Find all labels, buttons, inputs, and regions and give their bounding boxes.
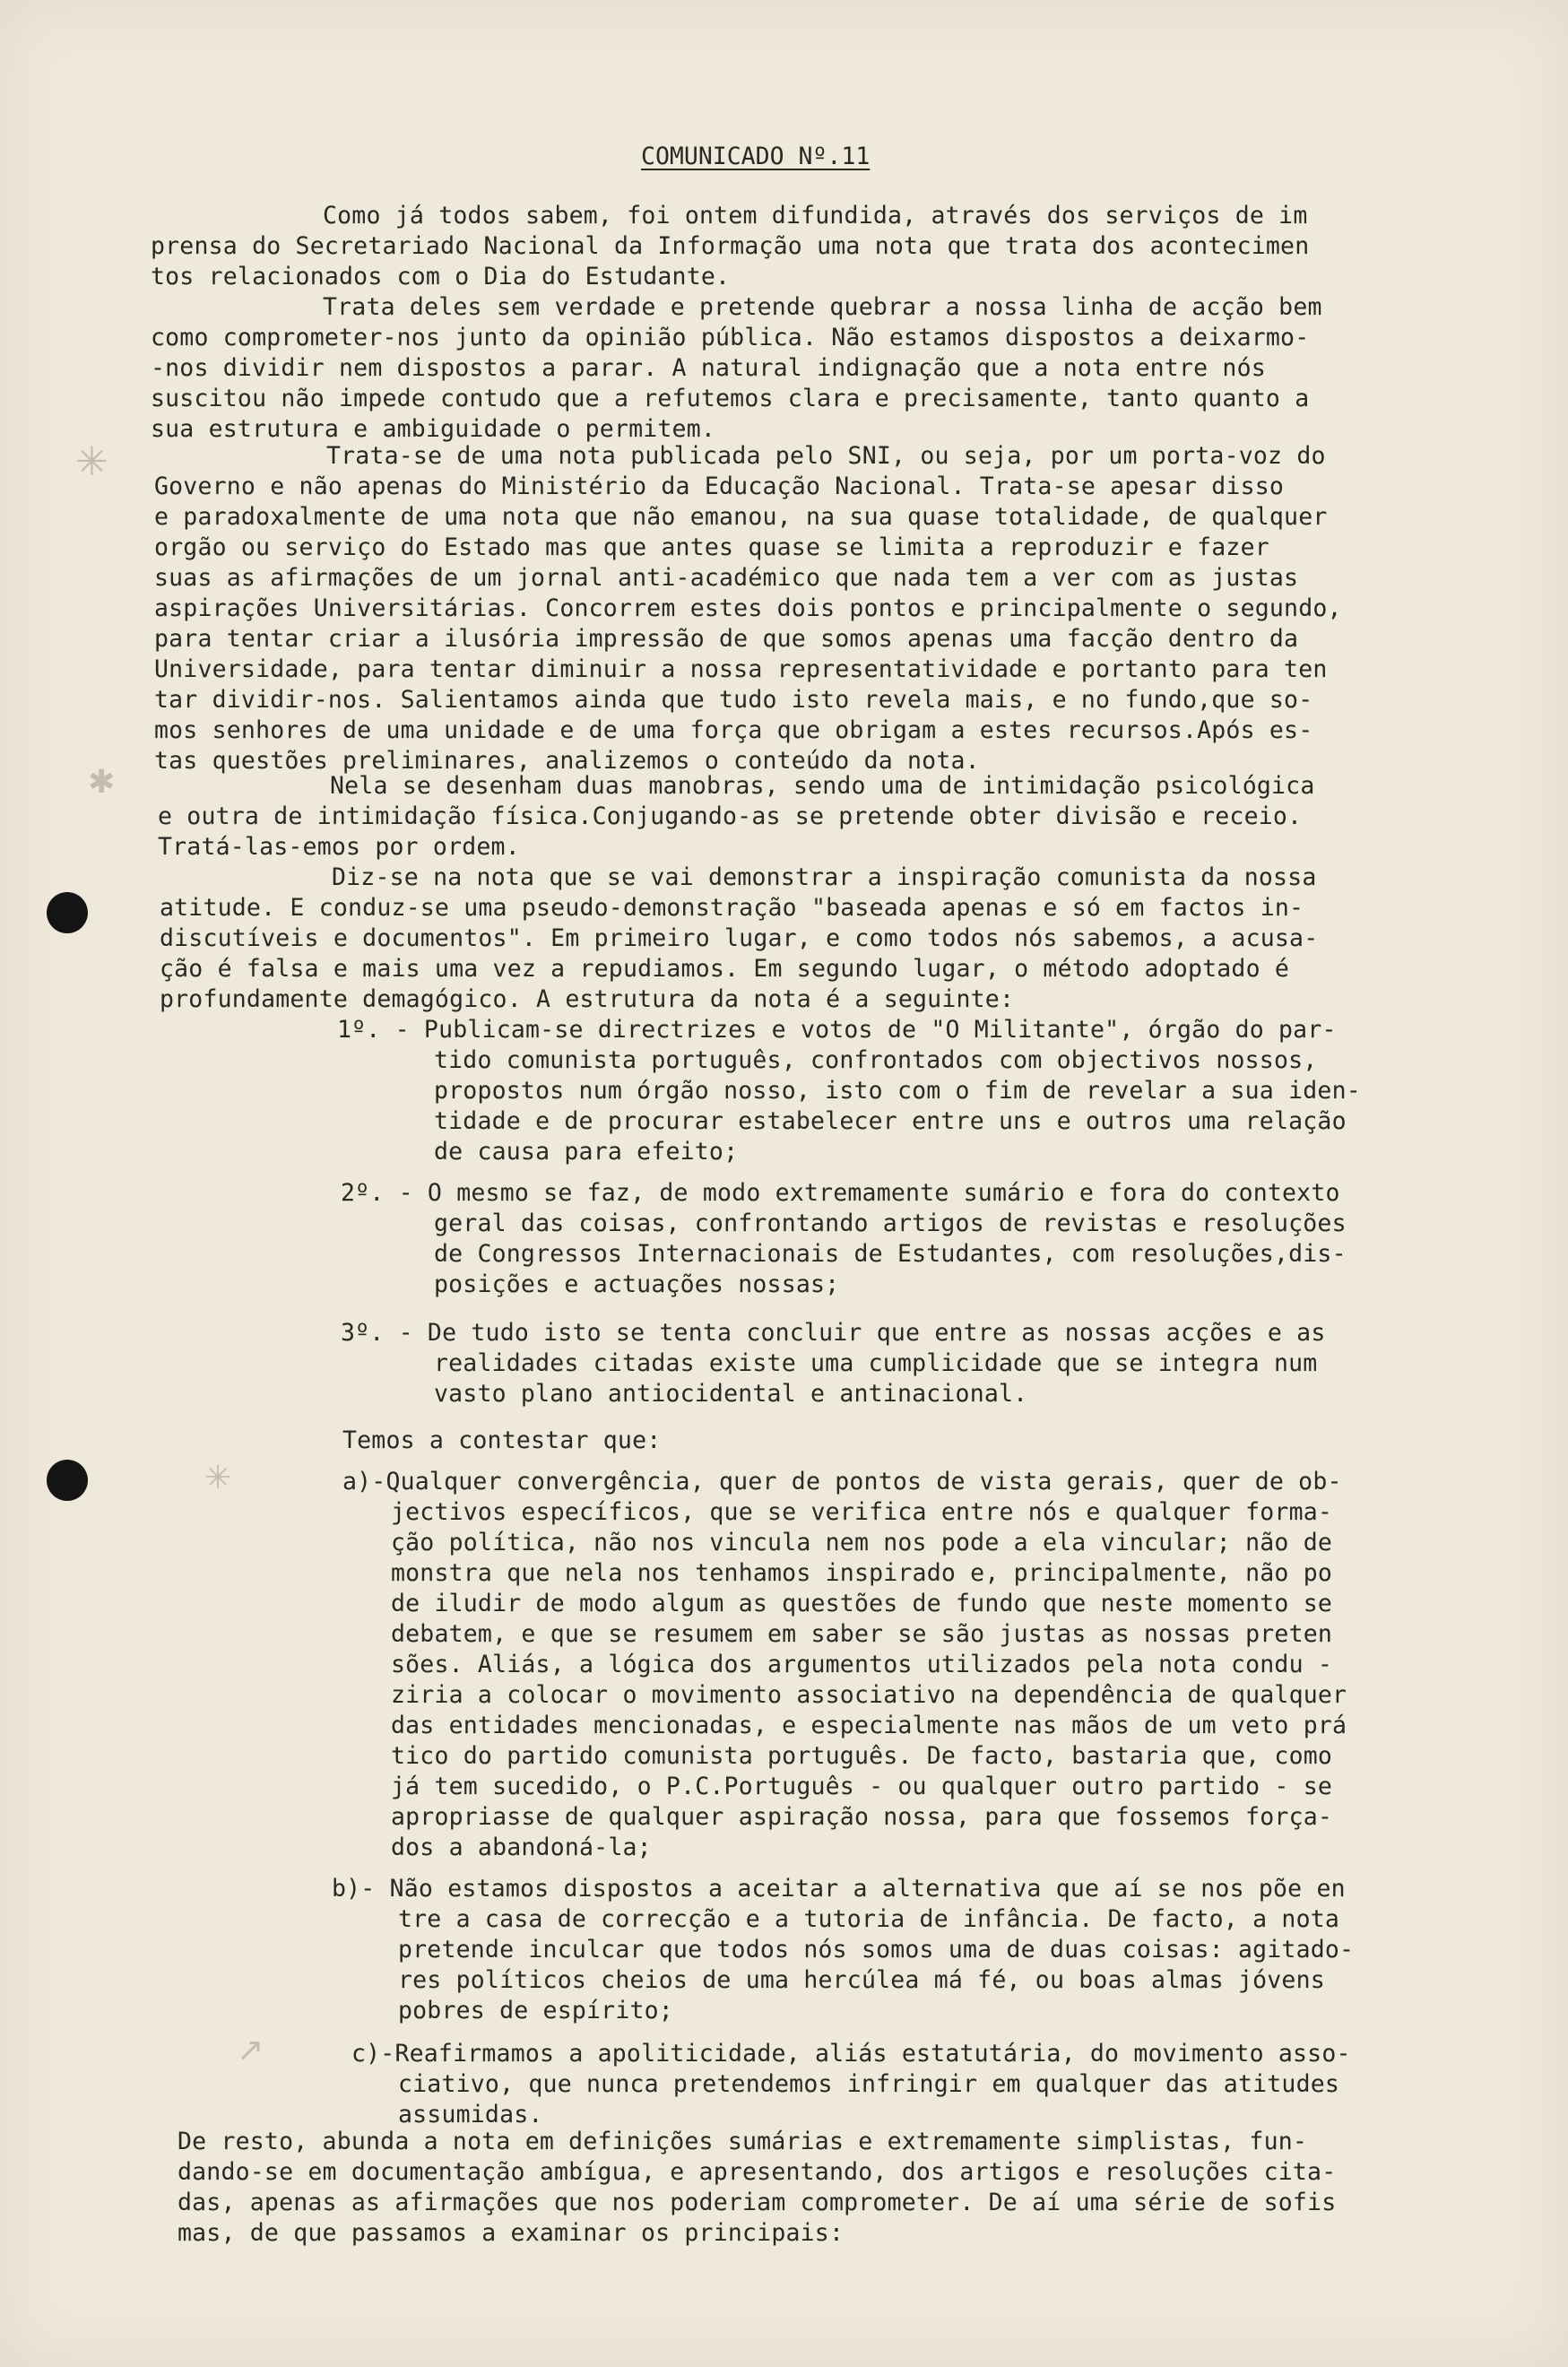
text-line: dando-se em documentação ambígua, e apresentando, dos artigos e resoluções cita- [178,2158,1337,2186]
text-line: das entidades mencionadas, e especialmente nas mãos de um veto prá [391,1712,1347,1739]
document-title: COMUNICADO Nº.11 [641,143,871,170]
text-line: Universidade, para tentar diminuir a nossa representatividade e portanto para ten [154,655,1328,683]
text-line: Diz-se na nota que se vai demonstrar a inspiração comunista da nossa [332,863,1317,891]
text-line: 3º. - De tudo isto se tenta concluir que entre as nossas acções e as [341,1319,1326,1347]
text-line: tre a casa de correcção e a tutoria de infância. De facto, a nota [398,1905,1340,1933]
text-line: para tentar criar a ilusória impressão de que somos apenas uma facção dentro da [154,625,1299,653]
text-line: 2º. - O mesmo se faz, de modo extremamente sumário e fora do contexto [341,1179,1340,1207]
text-line: pretende inculcar que todos nós somos uma de duas coisas: agitado- [398,1936,1355,1964]
text-line: dos a abandoná-la; [391,1834,652,1861]
text-line: posições e actuações nossas; [434,1270,840,1298]
text-line: mas, de que passamos a examinar os principais: [178,2219,845,2247]
arrow-icon: ↗ [237,2032,264,2068]
text-line: como comprometer-nos junto da opinião pública. Não estamos dispostos a deixarmo- [151,324,1310,351]
text-line: b)- Não estamos dispostos a aceitar a alternativa que aí se nos põe en [332,1875,1346,1903]
text-line: propostos num órgão nosso, isto com o fim de revelar a sua iden- [434,1077,1361,1105]
star-icon: ✳ [75,439,108,485]
text-line: aspirações Universitárias. Concorrem estes dois pontos e principalmente o segundo, [154,594,1342,622]
text-line: suas as afirmações de um jornal anti-académico que nada tem a ver com as justas [154,564,1299,592]
star-icon: ✳ [204,1460,232,1496]
text-line: das, apenas as afirmações que nos poderiam comprometer. De aí uma série de sofis [178,2189,1337,2216]
text-line: Temos a contestar que: [342,1426,662,1454]
text-line: pobres de espírito; [398,1997,673,2025]
text-line: a)-Qualquer convergência, quer de pontos de vista gerais, quer de ob- [342,1468,1342,1496]
text-line: apropriasse de qualquer aspiração nossa, para que fossemos força- [391,1803,1333,1831]
text-line: 1º. - Publicam-se directrizes e votos de "O Militante", órgão do par- [337,1016,1337,1044]
text-line: mos senhores de uma unidade e de uma força que obrigam a estes recursos.Após es- [154,716,1313,744]
text-line: e outra de intimidação física.Conjugando-as se pretende obter divisão e receio. [158,802,1303,830]
punch-hole-top [47,892,88,933]
text-line: e paradoxalmente de uma nota que não emanou, na sua quase totalidade, de qualquer [154,503,1328,531]
text-line: profundamente demagógico. A estrutura da nota é a seguinte: [160,985,1015,1013]
text-line: sua estrutura e ambiguidade o permitem. [151,415,716,443]
text-line: monstra que nela nos tenhamos inspirado e, principalmente, não po [391,1559,1333,1587]
text-line: ção é falsa e mais uma vez a repudiamos. Em segundo lugar, o método adoptado é [160,955,1290,983]
text-line: realidades citadas existe uma cumplicidade que se integra num [434,1349,1318,1377]
text-line: vasto plano antiocidental e antinacional. [434,1380,1028,1408]
text-line: -nos dividir nem dispostos a parar. A natural indignação que a nota entre nós [151,354,1266,382]
text-line: tido comunista português, confrontados com objectivos nossos, [434,1046,1318,1074]
punch-hole-bottom [47,1460,88,1501]
text-line: De resto, abunda a nota em definições sumárias e extremamente simplistas, fun- [178,2128,1308,2155]
text-line: tidade e de procurar estabelecer entre uns e outros uma relação [434,1107,1347,1135]
text-line: c)-Reafirmamos a apoliticidade, aliás estatutária, do movimento asso- [351,2040,1351,2068]
text-line: Trata-se de uma nota publicada pelo SNI, ou seja, por um porta-voz do [326,442,1326,470]
text-line: ciativo, que nunca pretendemos infringir em qualquer das atitudes [398,2070,1340,2098]
text-line: Nela se desenham duas manobras, sendo uma de intimidação psicológica [330,772,1315,800]
star-icon: ✱ [88,764,116,801]
text-line: ziria a colocar o movimento associativo na dependência de qualquer [391,1681,1347,1709]
text-line: de iludir de modo algum as questões de fundo que neste momento se [391,1590,1333,1617]
text-line: ção política, não nos vincula nem nos pode a ela vincular; não de [391,1529,1333,1556]
text-line: Como já todos sabem, foi ontem difundida, através dos serviços de im [323,202,1308,230]
text-line: de causa para efeito; [434,1138,739,1166]
text-line: debatem, e que se resumem em saber se são justas as nossas preten [391,1620,1333,1648]
text-line: assumidas. [398,2101,543,2129]
text-line: geral das coisas, confrontando artigos de revistas e resoluções [434,1210,1347,1237]
text-line: já tem sucedido, o P.C.Português - ou qualquer outro partido - se [391,1773,1333,1800]
text-line: Trata deles sem verdade e pretende quebrar a nossa linha de acção bem [323,293,1322,321]
text-line: de Congressos Internacionais de Estudantes, com resoluções,dis- [434,1240,1347,1268]
text-line: orgão ou serviço do Estado mas que antes quase se limita a reproduzir e fazer [154,533,1269,561]
text-line: discutíveis e documentos". Em primeiro lugar, e como todos nós sabemos, a acusa- [160,924,1319,952]
text-line: jectivos específicos, que se verifica entre nós e qualquer forma- [391,1498,1333,1526]
text-line: res políticos cheios de uma hercúlea má fé, ou boas almas jóvens [398,1966,1325,1994]
text-line: sões. Aliás, a lógica dos argumentos utilizados pela nota condu - [391,1651,1333,1678]
text-line: tar dividir-nos. Salientamos ainda que tudo isto revela mais, e no fundo,que so- [154,686,1313,714]
text-line: suscitou não impede contudo que a refutemos clara e precisamente, tanto quanto a [151,385,1310,412]
text-line: prensa do Secretariado Nacional da Informação uma nota que trata dos acontecimen [151,232,1310,260]
text-line: tas questões preliminares, analizemos o conteúdo da nota. [154,747,980,775]
text-line: Governo e não apenas do Ministério da Educação Nacional. Trata-se apesar disso [154,473,1285,500]
text-line: tos relacionados com o Dia do Estudante. [151,263,731,290]
text-line: tico do partido comunista português. De facto, bastaria que, como [391,1742,1333,1770]
text-line: Tratá-las-emos por ordem. [158,833,520,861]
text-line: atitude. E conduz-se uma pseudo-demonstração "baseada apenas e só em factos in- [160,894,1304,922]
